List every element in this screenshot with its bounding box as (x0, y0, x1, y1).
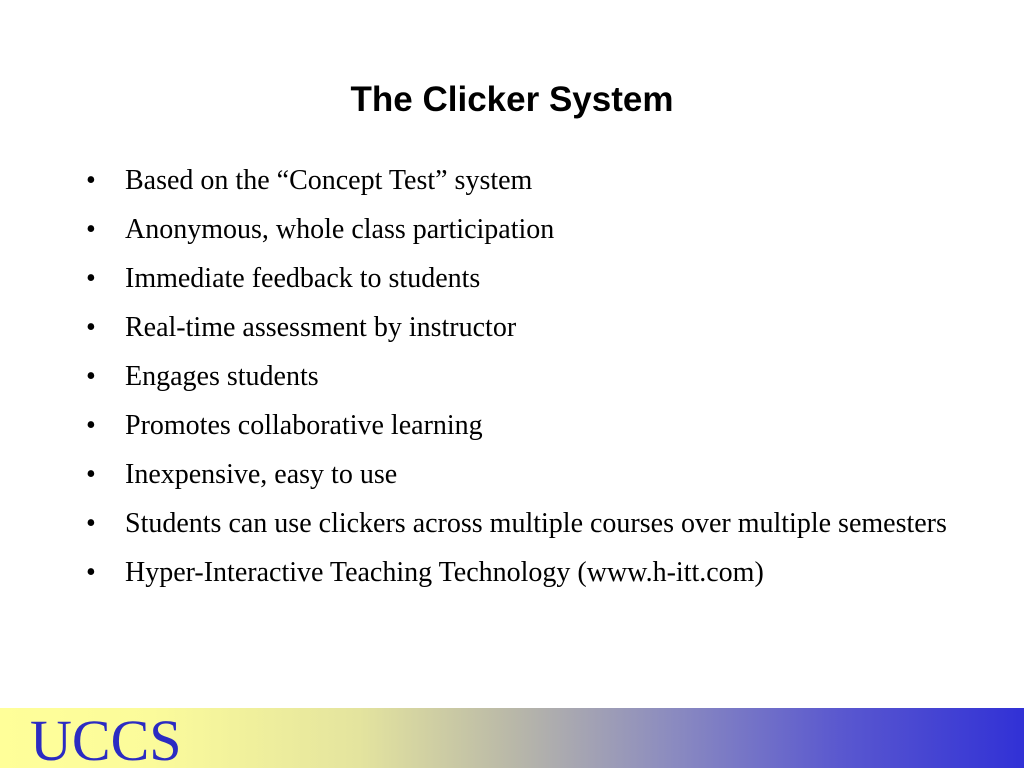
bullet-item-inexpensive (86, 456, 966, 494)
bullet-text: Engages students (125, 361, 319, 392)
bullet-icon: • (86, 459, 96, 490)
bullet-text: Anonymous, whole class participation (125, 214, 555, 245)
bullet-icon: • (86, 312, 96, 343)
bullet-icon: • (86, 263, 96, 294)
bullet-item-real-time-assessment (86, 309, 966, 347)
bullet-text: Inexpensive, easy to use (125, 459, 398, 490)
bullet-text: Students can use clickers across multiple courses over multiple semesters (125, 508, 947, 539)
bullet-icon: • (86, 361, 96, 392)
bullet-item-concept-test (86, 162, 966, 200)
slide-title: The Clicker System (350, 80, 674, 119)
bullet-text: Promotes collaborative learning (125, 410, 483, 441)
bullet-item-engages-students (86, 358, 966, 396)
bullet-icon: • (86, 410, 96, 441)
bullet-icon: • (86, 508, 96, 539)
footer-gradient-bar (0, 708, 1024, 773)
bullet-icon: • (86, 214, 96, 245)
bullet-item-collaborative-learning (86, 407, 966, 445)
bullet-icon: • (86, 557, 96, 588)
bullet-item-anonymous (86, 211, 966, 249)
uccs-logo: UCCS (30, 708, 182, 773)
bullet-item-immediate-feedback (86, 260, 966, 298)
bullet-icon: • (86, 165, 96, 196)
bullet-text: Immediate feedback to students (125, 263, 481, 294)
bullet-text: Based on the “Concept Test” system (125, 165, 533, 196)
bullet-list (86, 162, 966, 603)
bullet-item-multiple-courses (86, 505, 966, 543)
bullet-text: Hyper-Interactive Teaching Technology (www.h-itt.com) (125, 557, 764, 588)
bullet-item-h-itt (86, 554, 966, 592)
bullet-text: Real-time assessment by instructor (125, 312, 517, 343)
